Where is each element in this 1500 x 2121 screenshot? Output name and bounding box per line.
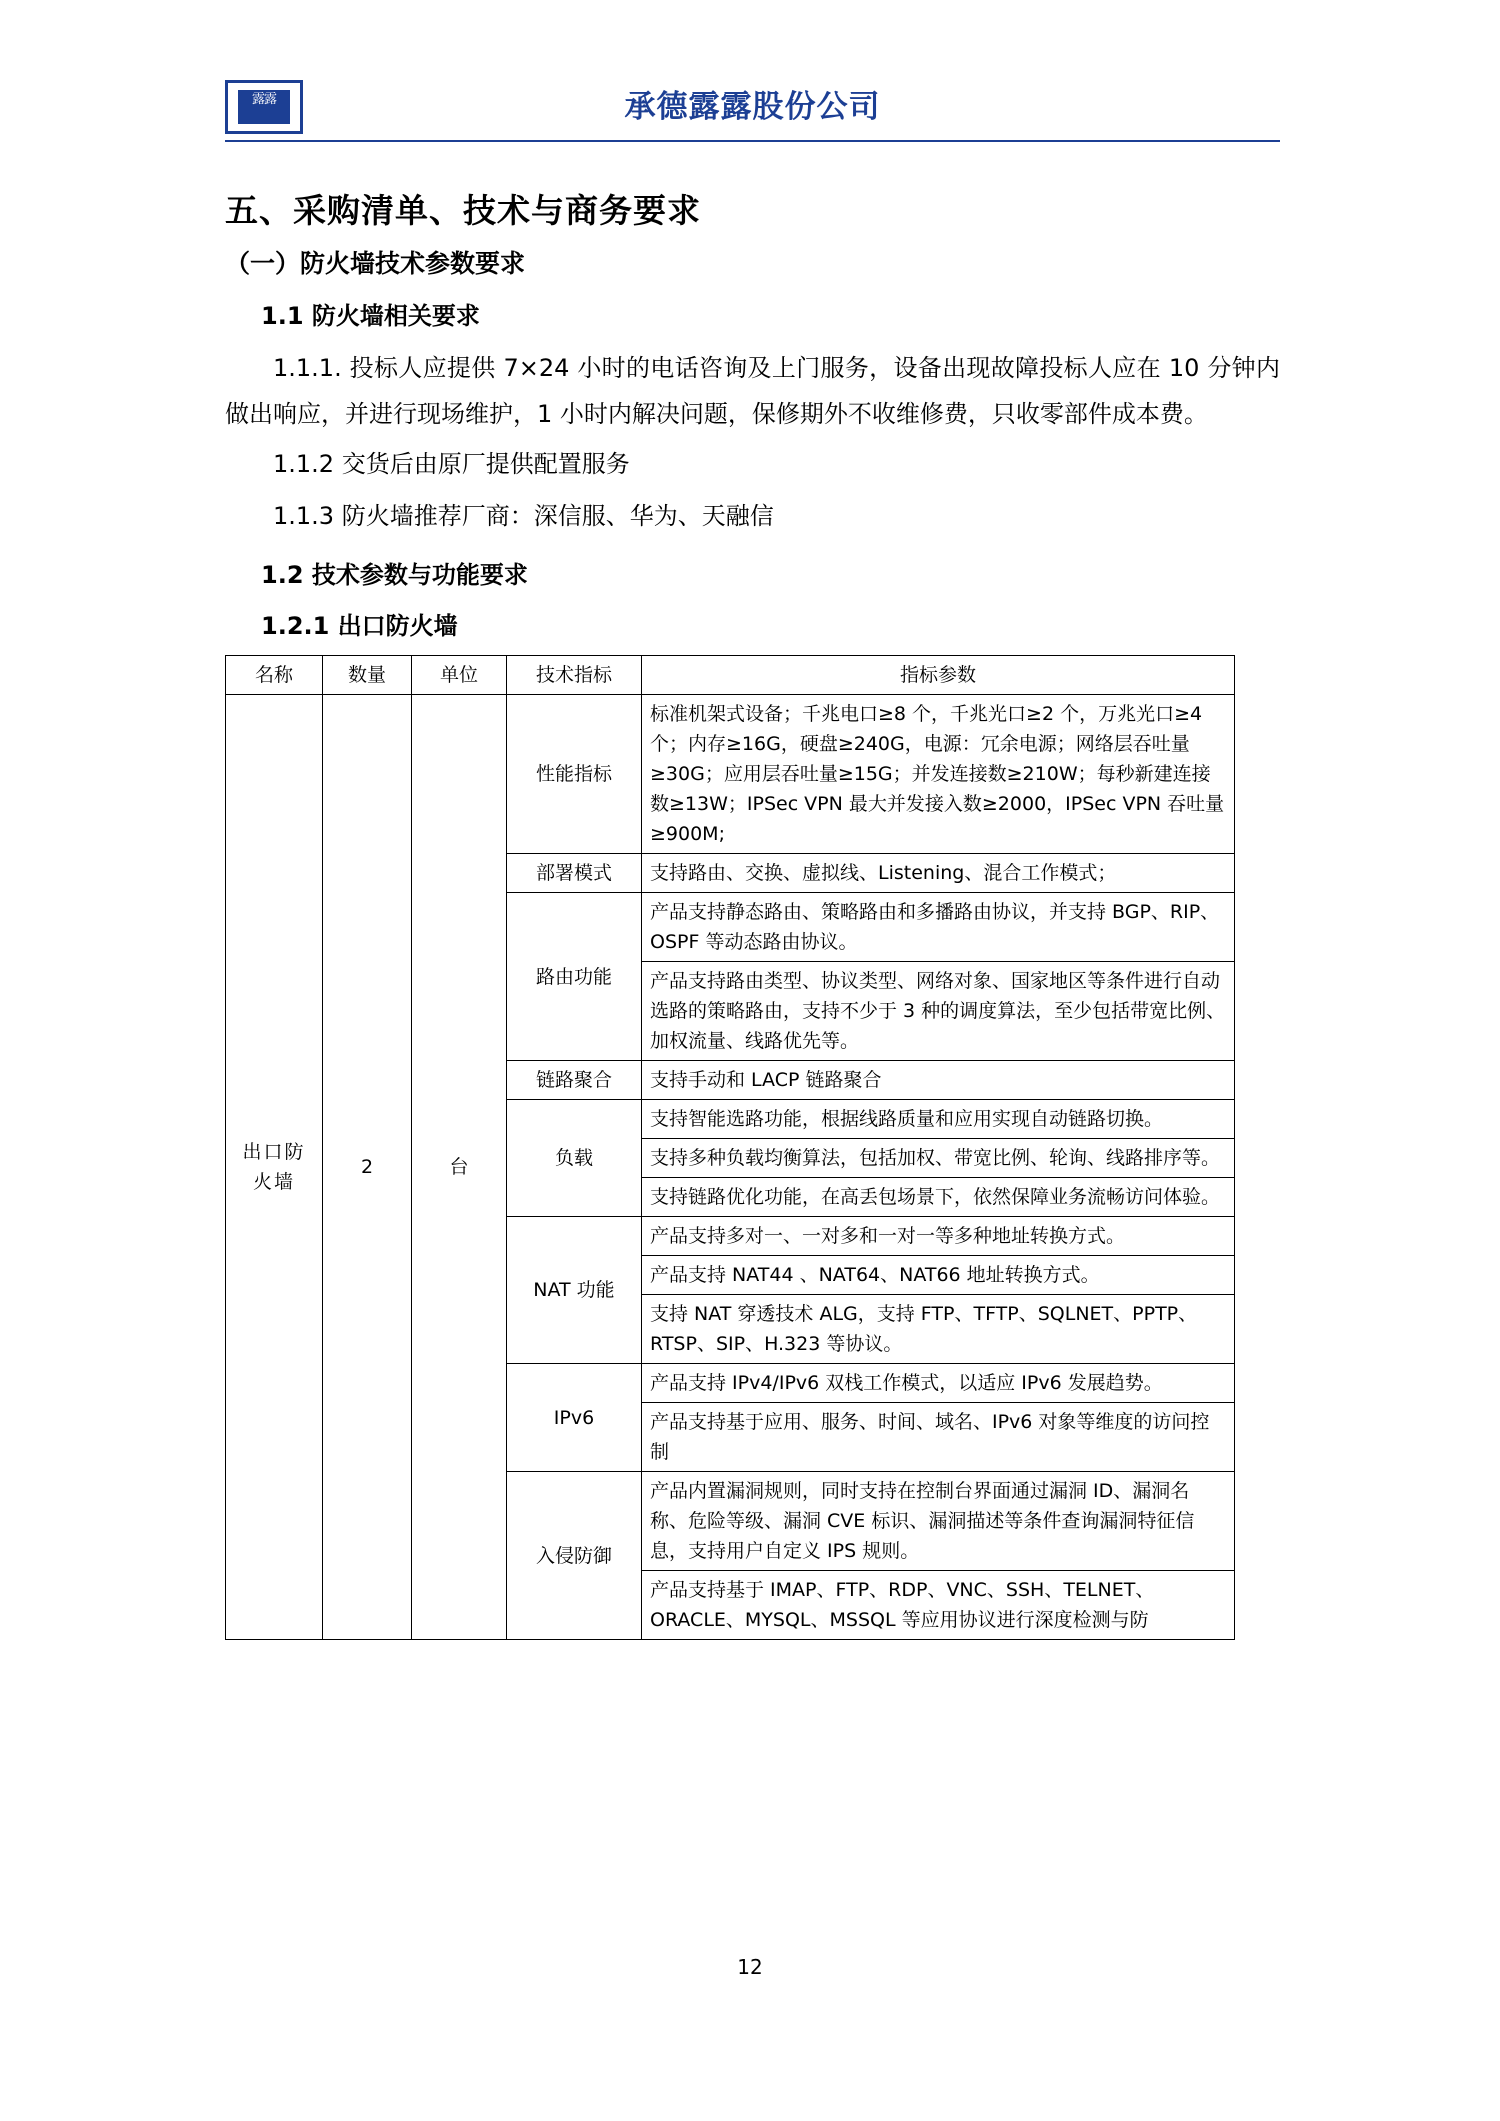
table-row	[226, 695, 1235, 854]
th-index: 技术指标	[507, 656, 642, 695]
th-name: 名称	[226, 656, 323, 695]
cell-param: 标准机架式设备；千兆电口≥8 个，千兆光口≥2 个，万兆光口≥4 个；内存≥16G，硬盘≥240G，电源：冗余电源；网络层吞吐量≥30G；应用层吞吐量≥15G；并发连接数≥210W；每秒新建连接数≥13W；IPSec VPN 最大并发接入数≥2000，IPSec VPN 吞吐量≥900M;	[642, 695, 1235, 854]
cell-index-ipv6: IPv6	[507, 1364, 642, 1472]
cell-param: 支持手动和 LACP 链路聚合	[642, 1061, 1235, 1100]
table-header-row	[226, 656, 1235, 695]
subsection-title: （一）防火墙技术参数要求	[225, 249, 526, 278]
cell-param: 产品支持多对一、一对多和一对一等多种地址转换方式。	[642, 1217, 1235, 1256]
cell-index-nat: NAT 功能	[507, 1217, 642, 1364]
cell-param: 产品支持 IPv4/IPv6 双栈工作模式，以适应 IPv6 发展趋势。	[642, 1364, 1235, 1403]
cell-index-ips: 入侵防御	[507, 1472, 642, 1640]
cell-product-name: 出口防火墙	[226, 695, 323, 1640]
cell-index-deploy: 部署模式	[507, 854, 642, 893]
cell-param: 支持多种负载均衡算法，包括加权、带宽比例、轮询、线路排序等。	[642, 1139, 1235, 1178]
th-unit: 单位	[412, 656, 507, 695]
heading-1-2: 1.2 技术参数与功能要求	[261, 561, 528, 589]
cell-index-performance: 性能指标	[507, 695, 642, 854]
item-1-1-2: 1.1.2 交货后由原厂提供配置服务	[273, 450, 630, 478]
cell-param: 产品支持 NAT44 、NAT64、NAT66 地址转换方式。	[642, 1256, 1235, 1295]
th-quantity: 数量	[323, 656, 412, 695]
table-body	[226, 695, 1235, 1640]
item-1-1-3: 1.1.3 防火墙推荐厂商：深信服、华为、天融信	[273, 502, 774, 530]
heading-1-2-1: 1.2.1 出口防火墙	[261, 612, 458, 640]
heading-1-1: 1.1 防火墙相关要求	[261, 302, 480, 330]
cell-param: 支持智能选路功能，根据线路质量和应用实现自动链路切换。	[642, 1100, 1235, 1139]
cell-param: 产品支持路由类型、协议类型、网络对象、国家地区等条件进行自动选路的策略路由，支持不少于 3 种的调度算法，至少包括带宽比例、加权流量、线路优先等。	[642, 962, 1235, 1061]
header-divider	[225, 140, 1280, 142]
th-param: 指标参数	[642, 656, 1235, 695]
cell-index-routing: 路由功能	[507, 893, 642, 1061]
cell-index-load: 负载	[507, 1100, 642, 1217]
spec-table	[225, 655, 1235, 1640]
cell-param: 支持路由、交换、虚拟线、Listening、混合工作模式；	[642, 854, 1235, 893]
cell-index-link-agg: 链路聚合	[507, 1061, 642, 1100]
section-title: 五、采购清单、技术与商务要求	[225, 191, 701, 230]
company-logo-text: 露露	[238, 90, 290, 124]
page-number: 12	[737, 1955, 763, 1979]
cell-param: 产品支持静态路由、策略路由和多播路由协议，并支持 BGP、RIP、OSPF 等动态路由协议。	[642, 893, 1235, 962]
document-content	[225, 185, 1280, 1640]
cell-unit: 台	[412, 695, 507, 1640]
page-header	[225, 80, 1280, 155]
cell-param: 产品内置漏洞规则，同时支持在控制台界面通过漏洞 ID、漏洞名称、危险等级、漏洞 CVE 标识、漏洞描述等条件查询漏洞特征信息，支持用户自定义 IPS 规则。	[642, 1472, 1235, 1571]
cell-param: 产品支持基于 IMAP、FTP、RDP、VNC、SSH、TELNET、ORACLE、MYSQL、MSSQL 等应用协议进行深度检测与防	[642, 1571, 1235, 1640]
paragraph-1-1-1: 1.1.1. 投标人应提供 7×24 小时的电话咨询及上门服务，设备出现故障投标人应在 10 分钟内做出响应，并进行现场维护，1 小时内解决问题，保修期外不收维修费，只收零部件成本费。	[225, 354, 1280, 428]
cell-param: 支持链路优化功能，在高丢包场景下，依然保障业务流畅访问体验。	[642, 1178, 1235, 1217]
cell-param: 产品支持基于应用、服务、时间、域名、IPv6 对象等维度的访问控制	[642, 1403, 1235, 1472]
cell-quantity: 2	[323, 695, 412, 1640]
cell-param: 支持 NAT 穿透技术 ALG，支持 FTP、TFTP、SQLNET、PPTP、RTSP、SIP、H.323 等协议。	[642, 1295, 1235, 1364]
company-title: 承德露露股份公司	[624, 89, 881, 125]
